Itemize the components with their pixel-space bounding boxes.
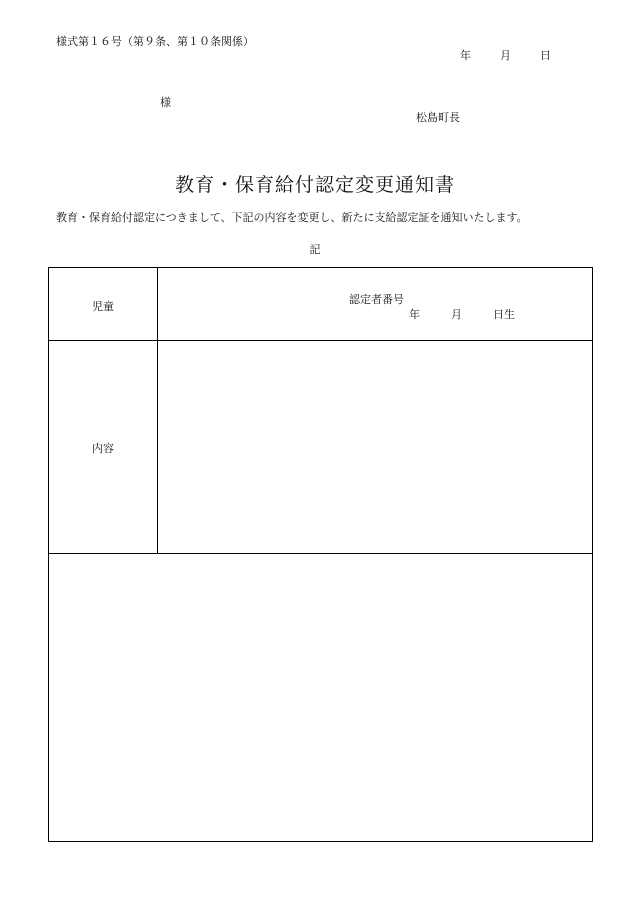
date-line	[460, 47, 551, 63]
remarks-area[interactable]	[49, 554, 592, 841]
certification-number-label: 認定者番号	[349, 293, 404, 306]
date-day: 日	[540, 49, 551, 62]
form-table	[48, 267, 593, 842]
birth-date-line	[409, 306, 515, 322]
birth-month: 月	[451, 308, 462, 321]
document-title: 教育・保育給付認定変更通知書	[174, 174, 455, 196]
content-label: 内容	[92, 442, 114, 455]
birth-year: 年	[409, 308, 420, 321]
form-number: 様式第１６号（第９条、第１０条関係）	[56, 35, 254, 48]
issuer-name: 松島町長	[416, 111, 460, 124]
date-month: 月	[500, 49, 511, 62]
content-field[interactable]	[158, 341, 592, 552]
addressee-suffix: 様	[160, 96, 171, 109]
date-year: 年	[460, 49, 471, 62]
birth-day: 日生	[493, 308, 515, 321]
notice-body-text: 教育・保育給付認定につきまして、下記の内容を変更し、新たに支給認定証を通知いたします。	[56, 211, 528, 224]
child-label: 児童	[92, 300, 114, 313]
ki-marker: 記	[309, 243, 321, 256]
